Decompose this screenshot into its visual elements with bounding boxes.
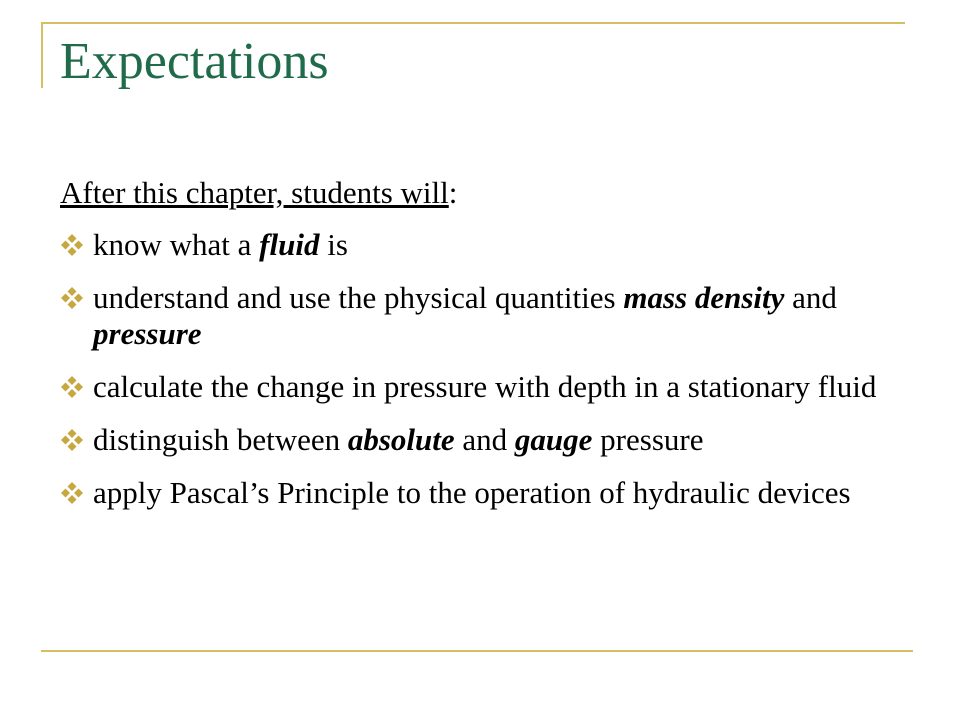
- bullet-list: [60, 227, 900, 511]
- slide-title: Expectations: [60, 33, 329, 90]
- bullet-text: [93, 422, 703, 457]
- emphasized-term: absolute: [347, 422, 455, 457]
- bottom-rule: [41, 650, 913, 652]
- bullet-text-segment: distinguish between: [93, 422, 348, 457]
- emphasized-term: fluid: [259, 227, 320, 262]
- bullet-text-segment: is: [319, 227, 348, 262]
- bullet-text-segment: understand and use the physical quantities: [93, 280, 624, 315]
- four-diamond-bullet-icon: [60, 375, 84, 399]
- bullet-text: [93, 280, 837, 351]
- bullet-item: [60, 475, 900, 511]
- four-diamond-bullet-icon: [60, 286, 84, 310]
- bullet-text: [93, 475, 851, 510]
- four-diamond-bullet-icon: [60, 233, 84, 257]
- intro-underlined-text: After this chapter, students will: [60, 175, 449, 210]
- bullet-text-segment: pressure: [592, 422, 704, 457]
- bullet-text-segment: apply Pascal’s Principle to the operation of hydraulic devices: [93, 475, 851, 510]
- emphasized-term: mass density: [623, 280, 785, 315]
- four-diamond-bullet-icon: [60, 481, 84, 505]
- bullet-item: [60, 280, 900, 352]
- bullet-item: [60, 422, 900, 458]
- bullet-text-segment: and: [784, 280, 837, 315]
- bullet-text-segment: know what a: [93, 227, 260, 262]
- slide-body: [60, 175, 900, 528]
- bullet-item: [60, 369, 900, 405]
- bullet-text: [93, 227, 348, 262]
- top-rule: [41, 22, 905, 24]
- emphasized-term: pressure: [93, 316, 202, 351]
- four-diamond-bullet-icon: [60, 428, 84, 452]
- intro-line: [60, 175, 900, 211]
- bullet-item: [60, 227, 900, 263]
- left-rule: [41, 22, 43, 88]
- emphasized-term: gauge: [514, 422, 593, 457]
- bullet-text-segment: and: [454, 422, 515, 457]
- intro-colon: :: [448, 175, 458, 210]
- bullet-text: [93, 369, 876, 404]
- bullet-text-segment: calculate the change in pressure with depth in a stationary fluid: [93, 369, 877, 404]
